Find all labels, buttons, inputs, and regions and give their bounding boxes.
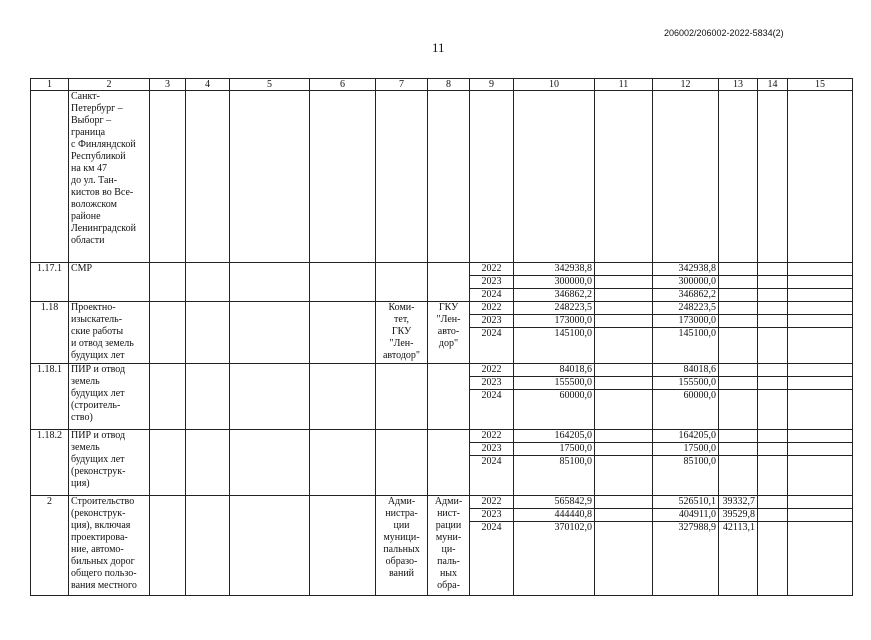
regional-value-cell: 84018,6 <box>653 364 719 377</box>
regional-value-cell: 17500,0 <box>653 443 719 456</box>
empty-cell <box>595 364 653 377</box>
empty-cell <box>186 496 230 596</box>
column-header-3: 3 <box>150 79 186 91</box>
column-header-5: 5 <box>230 79 310 91</box>
total-value-cell: 173000,0 <box>514 315 595 328</box>
empty-cell <box>788 302 853 315</box>
empty-cell <box>595 509 653 522</box>
total-value-cell: 342938,8 <box>514 263 595 276</box>
item-name-cell: Строительство (реконструк- ция), включая проектирова- ние, автомо- бильных дорог общего пользо- вания местного <box>69 496 150 596</box>
executor-cell <box>428 263 470 302</box>
total-value-cell: 84018,6 <box>514 364 595 377</box>
empty-cell <box>230 302 310 364</box>
total-value-cell: 60000,0 <box>514 390 595 430</box>
regional-value-cell: 526510,1 <box>653 496 719 509</box>
customer-cell <box>376 364 428 430</box>
column-header-1: 1 <box>31 79 69 91</box>
regional-value-cell: 248223,5 <box>653 302 719 315</box>
empty-cell <box>788 377 853 390</box>
empty-cell <box>788 315 853 328</box>
total-value-cell: 145100,0 <box>514 328 595 364</box>
total-value-cell: 370102,0 <box>514 522 595 596</box>
local-value-cell <box>719 430 758 443</box>
executor-cell <box>428 430 470 496</box>
year-cell: 2023 <box>470 276 514 289</box>
empty-cell <box>595 276 653 289</box>
local-value-cell <box>719 443 758 456</box>
regional-value-cell: 346862,2 <box>653 289 719 302</box>
empty-cell <box>595 522 653 596</box>
empty-cell <box>595 443 653 456</box>
column-header-6: 6 <box>310 79 376 91</box>
local-value-cell <box>719 276 758 289</box>
empty-cell <box>595 315 653 328</box>
empty-cell <box>788 289 853 302</box>
customer-cell <box>376 263 428 302</box>
item-number-cell: 1.17.1 <box>31 263 69 302</box>
empty-cell <box>758 315 788 328</box>
budget-table <box>30 78 853 596</box>
item-name-cell: ПИР и отвод земель будущих лет (строитель- ство) <box>69 364 150 430</box>
regional-value-cell: 342938,8 <box>653 263 719 276</box>
year-cell: 2023 <box>470 443 514 456</box>
column-header-14: 14 <box>758 79 788 91</box>
empty-cell <box>186 364 230 430</box>
year-cell: 2022 <box>470 430 514 443</box>
empty-cell <box>150 364 186 430</box>
regional-value-cell: 404911,0 <box>653 509 719 522</box>
empty-cell <box>758 390 788 430</box>
item-number-cell: 2 <box>31 496 69 596</box>
empty-cell <box>150 496 186 596</box>
executor-cell: ГКУ "Лен- авто- дор" <box>428 302 470 364</box>
regional-value-cell: 60000,0 <box>653 390 719 430</box>
empty-cell <box>758 377 788 390</box>
empty-cell <box>230 430 310 496</box>
empty-cell <box>310 364 376 430</box>
table-row <box>31 302 853 315</box>
local-value-cell <box>719 315 758 328</box>
empty-cell <box>788 276 853 289</box>
empty-cell <box>758 276 788 289</box>
cell <box>31 91 69 263</box>
empty-cell <box>230 496 310 596</box>
empty-cell <box>310 302 376 364</box>
item-number-cell: 1.18.1 <box>31 364 69 430</box>
total-value-cell: 85100,0 <box>514 456 595 496</box>
empty-cell <box>758 509 788 522</box>
regional-value-cell: 164205,0 <box>653 430 719 443</box>
local-value-cell <box>719 289 758 302</box>
column-header-10: 10 <box>514 79 595 91</box>
year-cell: 2022 <box>470 496 514 509</box>
object-name-cell: Санкт- Петербург – Выборг – граница с Финляндской Республикой на км 47 до ул. Тан- кистов во Все- воложском районе Ленинградской области <box>69 91 150 263</box>
local-value-cell: 39332,7 <box>719 496 758 509</box>
total-value-cell: 300000,0 <box>514 276 595 289</box>
column-header-13: 13 <box>719 79 758 91</box>
empty-cell <box>788 443 853 456</box>
empty-cell <box>788 496 853 509</box>
local-value-cell <box>719 456 758 496</box>
local-value-cell <box>719 390 758 430</box>
page-number: 11 <box>432 40 445 55</box>
empty-cell <box>788 263 853 276</box>
empty-cell <box>595 263 653 276</box>
executor-cell: Адми- нист- рации муни- ци- паль- ных обра- <box>428 496 470 596</box>
executor-cell <box>428 364 470 430</box>
empty-cell <box>788 456 853 496</box>
empty-cell <box>595 328 653 364</box>
total-value-cell: 444440,8 <box>514 509 595 522</box>
empty-cell <box>788 390 853 430</box>
column-header-15: 15 <box>788 79 853 91</box>
year-cell: 2023 <box>470 509 514 522</box>
regional-value-cell: 300000,0 <box>653 276 719 289</box>
empty-cell <box>595 456 653 496</box>
empty-cell <box>186 263 230 302</box>
empty-cell <box>310 430 376 496</box>
empty-cell <box>758 430 788 443</box>
empty-cell <box>788 522 853 596</box>
empty-cell <box>150 263 186 302</box>
local-value-cell <box>719 328 758 364</box>
column-header-2: 2 <box>69 79 150 91</box>
empty-cell <box>788 364 853 377</box>
year-cell: 2022 <box>470 302 514 315</box>
local-value-cell <box>719 364 758 377</box>
local-value-cell <box>719 302 758 315</box>
empty-cell <box>788 509 853 522</box>
empty-cell <box>758 328 788 364</box>
item-number-cell: 1.18 <box>31 302 69 364</box>
column-header-7: 7 <box>376 79 428 91</box>
table-row <box>31 263 853 276</box>
empty-cell <box>758 456 788 496</box>
total-value-cell: 17500,0 <box>514 443 595 456</box>
empty-cell <box>150 430 186 496</box>
empty-cell <box>758 443 788 456</box>
year-cell: 2024 <box>470 522 514 596</box>
empty-cell <box>758 364 788 377</box>
empty-cell <box>230 263 310 302</box>
local-value-cell <box>719 377 758 390</box>
item-name-cell: Проектно- изыскатель- ские работы и отвод земель будущих лет <box>69 302 150 364</box>
empty-cell <box>788 328 853 364</box>
customer-cell <box>376 430 428 496</box>
year-cell: 2024 <box>470 390 514 430</box>
item-name-cell: ПИР и отвод земель будущих лет (реконструк- ция) <box>69 430 150 496</box>
column-header-11: 11 <box>595 79 653 91</box>
local-value-cell <box>719 263 758 276</box>
empty-cell <box>595 377 653 390</box>
column-header-9: 9 <box>470 79 514 91</box>
regional-value-cell: 155500,0 <box>653 377 719 390</box>
table-row <box>31 496 853 509</box>
year-cell: 2023 <box>470 315 514 328</box>
empty-cell <box>788 430 853 443</box>
empty-cell <box>758 263 788 276</box>
item-name-cell: СМР <box>69 263 150 302</box>
year-cell: 2023 <box>470 377 514 390</box>
table-row <box>31 364 853 377</box>
total-value-cell: 155500,0 <box>514 377 595 390</box>
continuation-row <box>31 91 853 263</box>
local-value-cell: 42113,1 <box>719 522 758 596</box>
empty-cell <box>186 430 230 496</box>
table-row <box>31 430 853 443</box>
customer-cell: Коми- тет, ГКУ "Лен- автодор" <box>376 302 428 364</box>
document-id: 206002/206002-2022-5834(2) <box>664 28 784 38</box>
column-header-4: 4 <box>186 79 230 91</box>
total-value-cell: 248223,5 <box>514 302 595 315</box>
column-header-12: 12 <box>653 79 719 91</box>
empty-cell <box>758 496 788 509</box>
item-number-cell: 1.18.2 <box>31 430 69 496</box>
year-cell: 2024 <box>470 328 514 364</box>
empty-cell <box>758 302 788 315</box>
empty-cell <box>595 302 653 315</box>
empty-cell <box>310 496 376 596</box>
year-cell: 2024 <box>470 456 514 496</box>
regional-value-cell: 173000,0 <box>653 315 719 328</box>
total-value-cell: 565842,9 <box>514 496 595 509</box>
year-cell: 2022 <box>470 364 514 377</box>
empty-cell <box>150 302 186 364</box>
regional-value-cell: 327988,9 <box>653 522 719 596</box>
total-value-cell: 164205,0 <box>514 430 595 443</box>
empty-cell <box>758 522 788 596</box>
empty-cell <box>230 364 310 430</box>
empty-cell <box>595 430 653 443</box>
empty-cell <box>186 302 230 364</box>
year-cell: 2022 <box>470 263 514 276</box>
empty-cell <box>758 289 788 302</box>
regional-value-cell: 145100,0 <box>653 328 719 364</box>
header-row <box>31 79 853 91</box>
empty-cell <box>595 289 653 302</box>
year-cell: 2024 <box>470 289 514 302</box>
empty-cell <box>595 496 653 509</box>
regional-value-cell: 85100,0 <box>653 456 719 496</box>
column-header-8: 8 <box>428 79 470 91</box>
empty-cell <box>310 263 376 302</box>
customer-cell: Адми- нистра- ции муници- пальных образо- ваний <box>376 496 428 596</box>
local-value-cell: 39529,8 <box>719 509 758 522</box>
empty-cell <box>595 390 653 430</box>
total-value-cell: 346862,2 <box>514 289 595 302</box>
